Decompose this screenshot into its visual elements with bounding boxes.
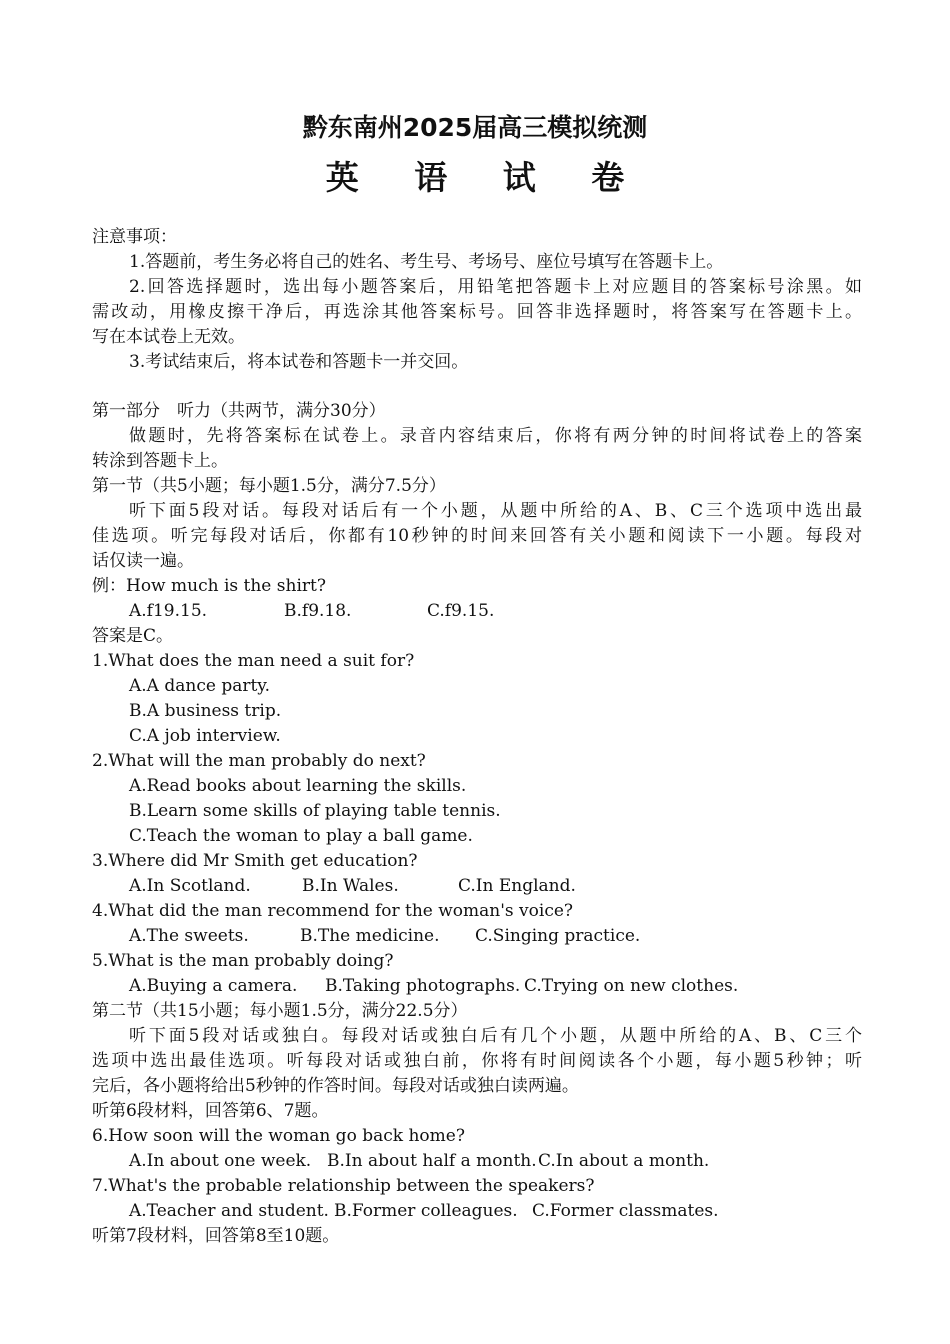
section1-intro-line-1: 听下面5段对话。每段对话后有一个小题，从题中所给的A、B、C三个选项中选出最: [129, 501, 862, 521]
notice-item-1: 1.答题前，考生务必将自己的姓名、考生号、考场号、座位号填写在答题卡上。: [129, 252, 724, 272]
question-3-option-c: C.In England.: [458, 876, 576, 896]
example-option-b: B.f9.18.: [284, 601, 352, 621]
question-6-options: [92, 1149, 862, 1174]
exam-title: 黔东南州2025届高三模拟统测: [302, 113, 648, 142]
notice-item-3: 3.考试结束后，将本试卷和答题卡一并交回。: [129, 352, 469, 372]
section2-intro-line-2: 选项中选出最佳选项。听每段对话或独白前，你将有时间阅读各个小题，每小题5秒钟；听: [92, 1051, 862, 1071]
spacer: [92, 375, 862, 399]
question-1-option-b: B.A business trip.: [129, 701, 282, 721]
question-7: 7.What's the probable relationship between the speakers?: [92, 1176, 595, 1196]
question-2-option-c: C.Teach the woman to play a ball game.: [129, 826, 473, 846]
example-question: 例：How much is the shirt?: [92, 576, 326, 596]
exam-body: [92, 225, 862, 1249]
notice-item-2-line-3: 写在本试卷上无效。: [92, 327, 245, 347]
example-answer: 答案是C。: [92, 626, 174, 646]
question-1-option-a: A.A dance party.: [129, 676, 271, 696]
example-option-c: C.f9.15.: [427, 601, 495, 621]
question-5-option-a: A.Buying a camera.: [129, 976, 298, 996]
notice-heading: 注意事项：: [92, 227, 177, 247]
question-6: 6.How soon will the woman go back home?: [92, 1126, 465, 1146]
question-5-options: [92, 974, 862, 999]
part1-heading: 第一部分 听力（共两节，满分30分）: [92, 401, 386, 421]
example-option-a: A.f19.15.: [129, 601, 208, 621]
question-7-options: [92, 1199, 862, 1224]
question-3-option-a: A.In Scotland.: [129, 876, 251, 896]
material-6-heading: 听第6段材料，回答第6、7题。: [92, 1101, 329, 1121]
section1-heading: 第一节（共5小题；每小题1.5分，满分7.5分）: [92, 476, 446, 496]
question-4: 4.What did the man recommend for the woman's voice?: [92, 901, 574, 921]
question-2-option-a: A.Read books about learning the skills.: [129, 776, 467, 796]
question-6-option-c: C.In about a month.: [538, 1151, 710, 1171]
question-7-option-b: B.Former colleagues.: [334, 1201, 518, 1221]
question-1: 1.What does the man need a suit for?: [92, 651, 415, 671]
question-5-option-c: C.Trying on new clothes.: [524, 976, 739, 996]
notice-item-2-line-2: 需改动，用橡皮擦干净后，再选涂其他答案标号。回答非选择题时，将答案写在答题卡上。: [92, 302, 862, 322]
question-3-options: [92, 874, 862, 899]
question-6-option-a: A.In about one week.: [129, 1151, 312, 1171]
question-4-option-c: C.Singing practice.: [475, 926, 641, 946]
question-4-options: [92, 924, 862, 949]
question-7-option-c: C.Former classmates.: [532, 1201, 719, 1221]
part1-intro-line-2: 转涂到答题卡上。: [92, 451, 228, 471]
part1-intro-line-1: 做题时，先将答案标在试卷上。录音内容结束后，你将有两分钟的时间将试卷上的答案: [129, 426, 862, 446]
question-5-option-b: B.Taking photographs.: [325, 976, 521, 996]
exam-subtitle: 英 语 试 卷: [325, 158, 647, 197]
section1-intro-line-3: 话仅读一遍。: [92, 551, 194, 571]
notice-item-2-line-1: 2.回答选择题时，选出每小题答案后，用铅笔把答题卡上对应题目的答案标号涂黑。如: [129, 277, 862, 297]
question-7-option-a: A.Teacher and student.: [129, 1201, 329, 1221]
question-1-option-c: C.A job interview.: [129, 726, 281, 746]
section2-heading: 第二节（共15小题；每小题1.5分，满分22.5分）: [92, 1001, 468, 1021]
section1-intro-line-2: 佳选项。听完每段对话后，你都有10秒钟的时间来回答有关小题和阅读下一小题。每段对: [92, 526, 862, 546]
material-7-heading: 听第7段材料，回答第8至10题。: [92, 1226, 340, 1246]
question-4-option-b: B.The medicine.: [300, 926, 440, 946]
question-3: 3.Where did Mr Smith get education?: [92, 851, 418, 871]
question-2-option-b: B.Learn some skills of playing table tennis.: [129, 801, 501, 821]
question-4-option-a: A.The sweets.: [129, 926, 249, 946]
question-3-option-b: B.In Wales.: [302, 876, 399, 896]
section2-intro-line-1: 听下面5段对话或独白。每段对话或独白后有几个小题，从题中所给的A、B、C三个: [129, 1026, 862, 1046]
question-5: 5.What is the man probably doing?: [92, 951, 394, 971]
section2-intro-line-3: 完后，各小题将给出5秒钟的作答时间。每段对话或独白读两遍。: [92, 1076, 579, 1096]
question-6-option-b: B.In about half a month.: [327, 1151, 537, 1171]
example-options: [92, 599, 862, 624]
question-2: 2.What will the man probably do next?: [92, 751, 426, 771]
